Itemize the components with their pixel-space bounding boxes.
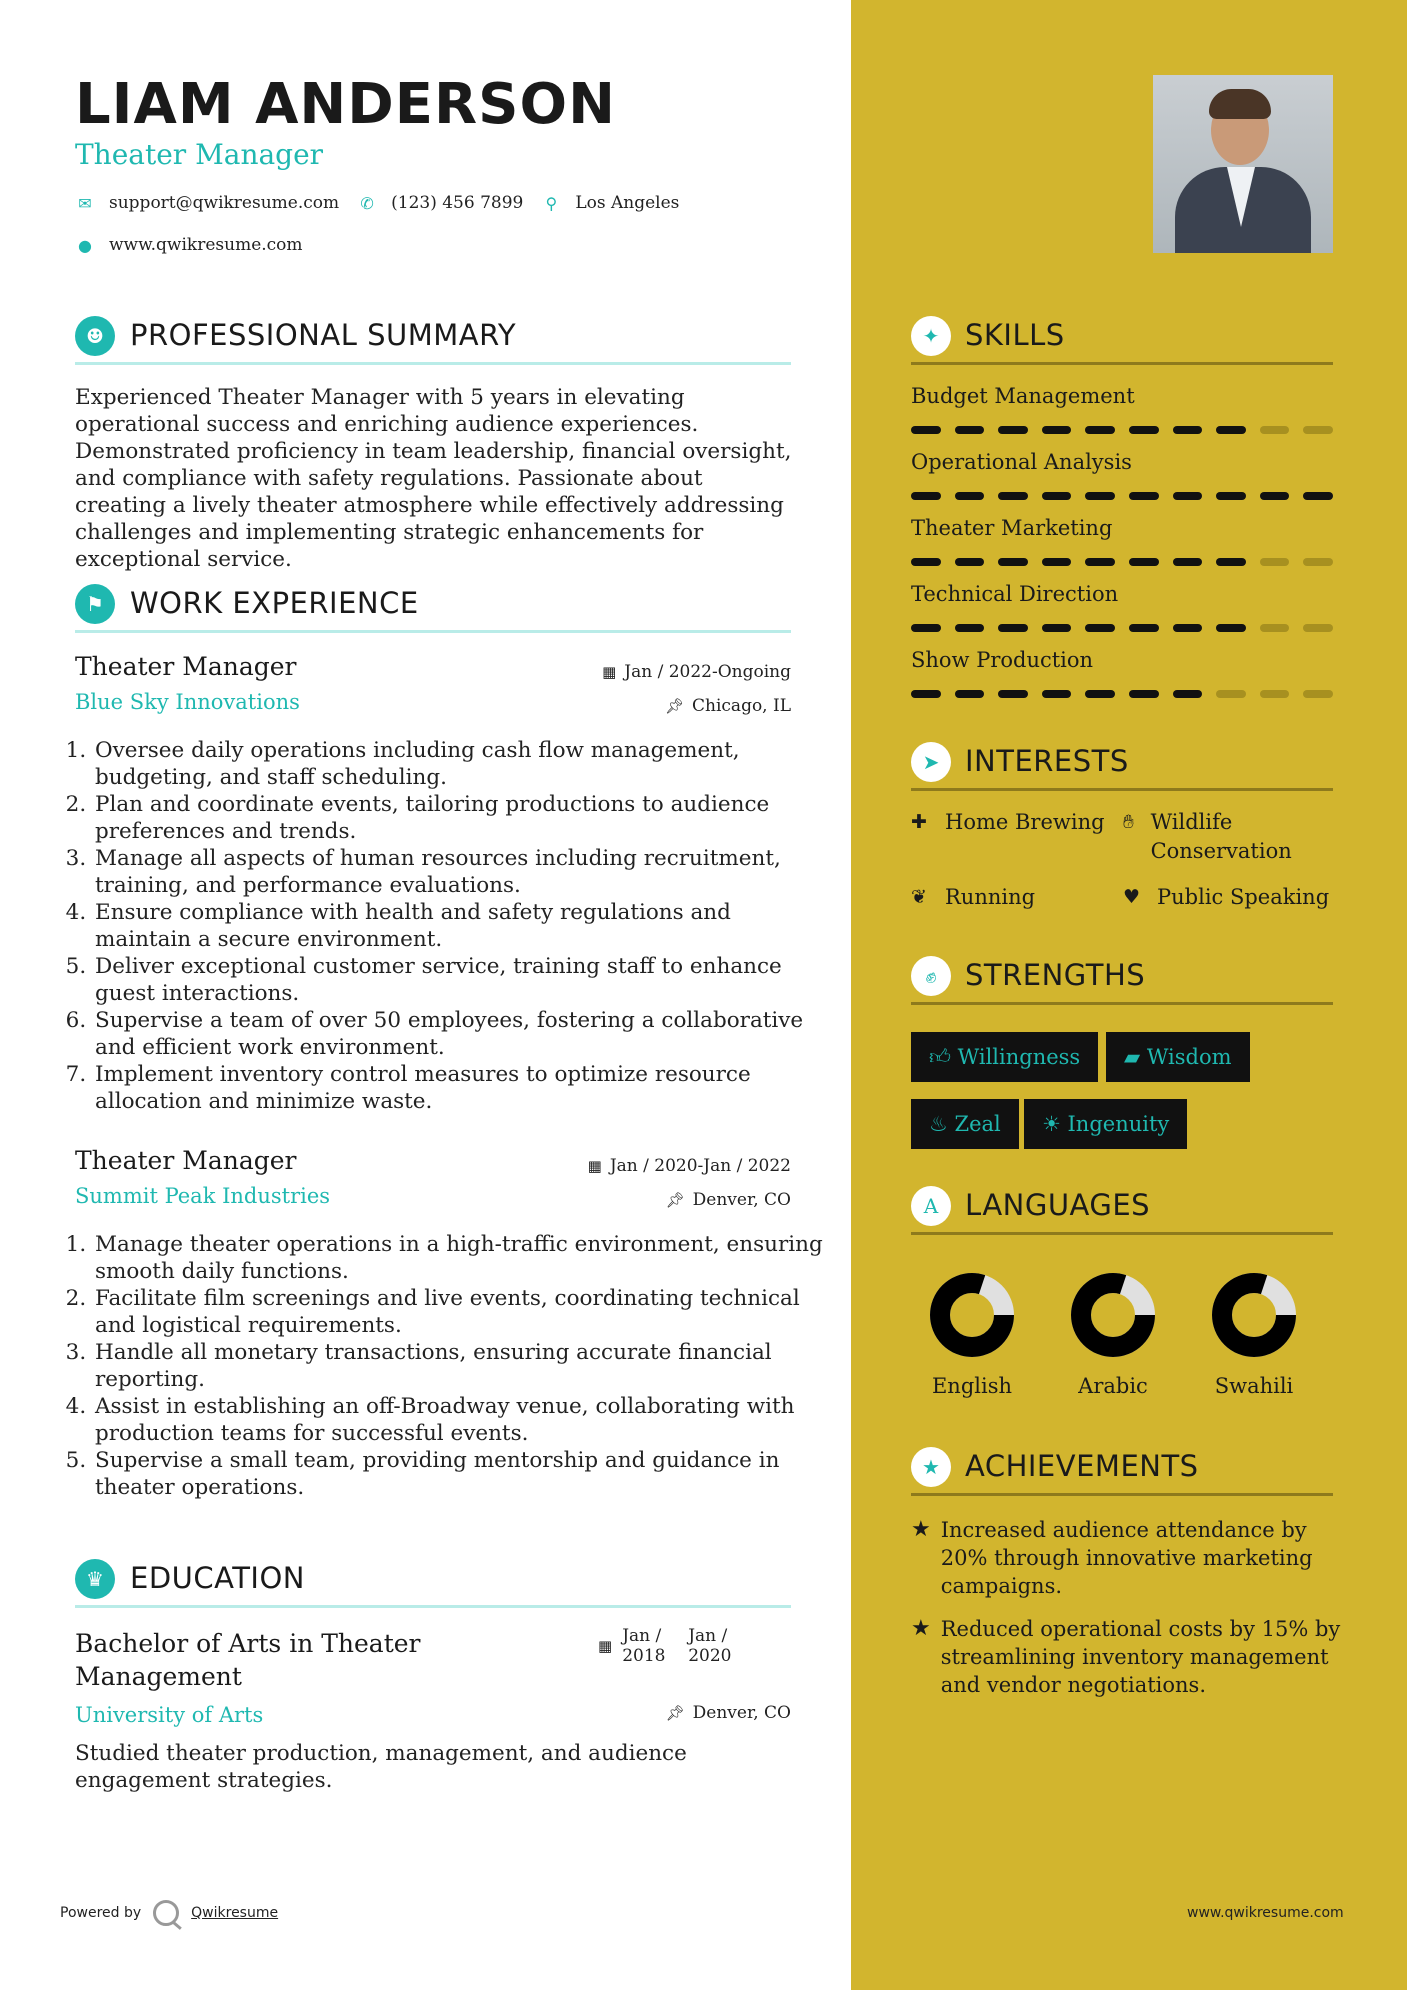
language-donut	[1209, 1270, 1299, 1360]
skill-dash	[1042, 624, 1072, 632]
job-company: Summit Peak Industries	[75, 1184, 331, 1208]
star-icon: ★	[911, 1447, 951, 1487]
phone-text: (123) 456 7899	[391, 193, 524, 213]
skill-dash	[1085, 426, 1115, 434]
language-item	[902, 1270, 1042, 1398]
map-pin-icon: ⚲	[545, 193, 558, 213]
powered-by-text: Powered by	[60, 1905, 142, 1921]
skill-dash	[911, 426, 941, 434]
skill-dash	[1260, 690, 1290, 698]
job-dates	[588, 1156, 791, 1176]
list-item: 7. Implement inventory control measures to optimize resource allocation and minimize waste.	[93, 1061, 833, 1115]
skill-dash	[998, 426, 1028, 434]
job-title: Theater Manager	[75, 1146, 297, 1175]
job-duties-list	[67, 1231, 833, 1501]
puzzle-icon: ✚	[911, 811, 927, 833]
skill-dash	[955, 558, 985, 566]
skill-dash	[1303, 492, 1333, 500]
interest-item	[1123, 808, 1313, 866]
strength-label: Wisdom	[1146, 1045, 1232, 1069]
strength-label: Willingness	[957, 1045, 1081, 1069]
skill-dash	[1085, 558, 1115, 566]
skill-name: Show Production	[911, 648, 1094, 672]
strengths-heading	[911, 950, 1333, 1005]
language-label: Arabic	[1078, 1374, 1148, 1398]
strength-badge	[1024, 1099, 1187, 1149]
language-donut	[1068, 1270, 1158, 1360]
skill-dash	[955, 492, 985, 500]
skill-meter	[911, 426, 1333, 434]
language-label: Swahili	[1214, 1374, 1294, 1398]
envelope-icon: ✉	[78, 193, 92, 213]
education-start-month: Jan /	[622, 1626, 662, 1646]
achievements-heading	[911, 1441, 1333, 1496]
thumbs-up-icon: 👍︎	[929, 1045, 951, 1069]
degree-title: Bachelor of Arts in Theater Management	[75, 1629, 421, 1691]
calendar-icon: ▦	[598, 1637, 613, 1655]
skill-dash	[1085, 690, 1115, 698]
skill-meter	[911, 558, 1333, 566]
book-icon: ▰	[1124, 1045, 1141, 1069]
interest-item	[911, 883, 1035, 912]
paw-icon: ❦	[911, 886, 927, 908]
list-item: 2. Facilitate film screenings and live events, coordinating technical and logistical requirements.	[93, 1285, 833, 1339]
job-dates-text: Jan / 2020-Jan / 2022	[609, 1156, 791, 1176]
skill-dash	[1303, 624, 1333, 632]
email-text[interactable]: support@qwikresume.com	[109, 193, 340, 213]
skill-dash	[1173, 624, 1203, 632]
education-heading-text: EDUCATION	[130, 1561, 306, 1595]
candidate-title: Theater Manager	[75, 138, 324, 171]
list-item: 3. Manage all aspects of human resources including recruitment, training, and performance evaluations.	[93, 845, 833, 899]
strengths-heading-text: STRENGTHS	[965, 958, 1146, 992]
skill-dash	[1303, 690, 1333, 698]
website-row	[75, 235, 303, 255]
list-item: 5. Deliver exceptional customer service, training staff to enhance guest interactions.	[93, 953, 833, 1007]
profile-photo	[1153, 75, 1333, 253]
list-item: 3. Handle all monetary transactions, ensuring accurate financial reporting.	[93, 1339, 833, 1393]
website-text[interactable]: www.qwikresume.com	[109, 235, 303, 255]
education-description: Studied theater production, management, and audience engagement strategies.	[75, 1741, 687, 1793]
list-item: 6. Supervise a team of over 50 employees, fostering a collaborative and efficient work environment.	[93, 1007, 833, 1061]
strength-badge	[911, 1032, 1098, 1082]
skill-dash	[1173, 492, 1203, 500]
star-icon: ★	[911, 1616, 931, 1641]
qwikresume-logo-icon	[153, 1900, 179, 1926]
lightbulb-icon: ☀	[1042, 1112, 1061, 1136]
skill-dash	[1216, 426, 1246, 434]
experience-heading-text: WORK EXPERIENCE	[130, 586, 419, 620]
skill-dash	[1042, 690, 1072, 698]
language-item	[1043, 1270, 1183, 1398]
skill-dash	[1085, 624, 1115, 632]
list-item: 1. Oversee daily operations including cash flow management, budgeting, and staff scheduling.	[93, 737, 833, 791]
school-name: University of Arts	[75, 1703, 264, 1727]
skill-dash	[955, 426, 985, 434]
list-item: 2. Plan and coordinate events, tailoring productions to audience preferences and trends.	[93, 791, 833, 845]
interest-label: Home Brewing	[945, 810, 1105, 834]
education-heading	[75, 1553, 791, 1608]
skill-meter	[911, 492, 1333, 500]
job-duties-list	[67, 737, 833, 1115]
education-start-year: 2018	[622, 1646, 666, 1666]
skill-dash	[1216, 624, 1246, 632]
skill-dash	[911, 492, 941, 500]
list-item: 5. Supervise a small team, providing mentorship and guidance in theater operations.	[93, 1447, 833, 1501]
lightbulb-icon: ✦	[911, 316, 951, 356]
strength-label: Ingenuity	[1067, 1112, 1170, 1136]
graduate-icon: ♛	[75, 1559, 115, 1599]
interest-label: Public Speaking	[1157, 885, 1330, 909]
skill-dash	[1129, 426, 1159, 434]
skill-dash	[1129, 558, 1159, 566]
phone-icon: ✆	[360, 193, 374, 213]
list-item: 4. Assist in establishing an off-Broadway venue, collaborating with production teams for successful events.	[93, 1393, 833, 1447]
skill-dash	[1129, 624, 1159, 632]
skills-heading	[911, 310, 1333, 365]
interests-heading	[911, 736, 1333, 791]
skill-dash	[1303, 558, 1333, 566]
experience-heading	[75, 578, 791, 633]
globe-icon: ●	[78, 235, 92, 255]
skill-dash	[1216, 492, 1246, 500]
location-text: Los Angeles	[575, 193, 680, 213]
skill-dash	[1173, 690, 1203, 698]
skill-dash	[955, 624, 985, 632]
achievement-text: Increased audience attendance by 20% through innovative marketing campaigns.	[940, 1518, 1313, 1598]
summary-heading	[75, 310, 791, 365]
skill-dash	[1260, 558, 1290, 566]
summary-heading-text: PROFESSIONAL SUMMARY	[130, 318, 517, 352]
strength-badge	[1106, 1032, 1250, 1082]
strength-badge	[911, 1099, 1019, 1149]
skill-dash	[1042, 492, 1072, 500]
interest-item	[911, 808, 1105, 837]
skill-dash	[955, 690, 985, 698]
skill-dash	[1260, 624, 1290, 632]
skill-name: Budget Management	[911, 384, 1135, 408]
skill-dash	[1216, 558, 1246, 566]
skill-name: Theater Marketing	[911, 516, 1113, 540]
job-location-text: Denver, CO	[692, 1190, 791, 1210]
skill-meter	[911, 690, 1333, 698]
achievement-text: Reduced operational costs by 15% by streamlining inventory management and vendor negotiations.	[940, 1617, 1341, 1697]
office-chair-icon: ⚑	[75, 584, 115, 624]
job-dates-text: Jan / 2022-Ongoing	[624, 662, 791, 682]
skill-dash	[998, 624, 1028, 632]
skill-dash	[911, 558, 941, 566]
language-donut	[927, 1270, 1017, 1360]
calendar-icon: ▦	[602, 663, 617, 681]
job-dates	[602, 662, 791, 682]
fire-icon: ♨	[929, 1112, 948, 1136]
calendar-icon: ▦	[587, 1157, 602, 1175]
education-end-month: Jan /	[688, 1626, 728, 1646]
skill-dash	[1129, 492, 1159, 500]
language-item	[1184, 1270, 1324, 1398]
skill-dash	[1303, 426, 1333, 434]
hand-icon: ✋︎	[1123, 811, 1134, 833]
skill-dash	[1129, 690, 1159, 698]
skill-dash	[1260, 492, 1290, 500]
skill-dash	[911, 624, 941, 632]
achievements-heading-text: ACHIEVEMENTS	[965, 1449, 1199, 1483]
skill-dash	[1042, 426, 1072, 434]
job-location	[665, 696, 791, 716]
skill-dash	[998, 558, 1028, 566]
brand-link[interactable]: Qwikresume	[191, 1905, 279, 1921]
languages-heading-text: LANGUAGES	[965, 1188, 1151, 1222]
job-location-text: Chicago, IL	[692, 696, 791, 716]
achievement-item	[911, 1516, 1341, 1600]
education-end	[688, 1626, 744, 1666]
skill-dash	[998, 690, 1028, 698]
job-location	[666, 1190, 791, 1210]
footer-website[interactable]: www.qwikresume.com	[1187, 1905, 1344, 1921]
list-item: 1. Manage theater operations in a high-traffic environment, ensuring smooth daily functions.	[93, 1231, 833, 1285]
skill-meter	[911, 624, 1333, 632]
user-icon: ☻	[75, 316, 115, 356]
candidate-name: LIAM ANDERSON	[75, 72, 616, 137]
skill-dash	[1216, 690, 1246, 698]
pushpin-icon: 📌︎	[665, 1704, 685, 1722]
interest-label: Running	[945, 885, 1036, 909]
skill-dash	[911, 690, 941, 698]
paper-plane-icon: ➤	[911, 742, 951, 782]
education-end-year: 2020	[688, 1646, 732, 1666]
education-location-text: Denver, CO	[692, 1703, 791, 1723]
skills-heading-text: SKILLS	[965, 318, 1065, 352]
star-icon: ★	[911, 1517, 931, 1542]
interest-label: Wildlife Conservation	[1150, 810, 1292, 863]
powered-by	[60, 1900, 278, 1926]
skill-dash	[1042, 558, 1072, 566]
languages-heading	[911, 1180, 1333, 1235]
list-item: 4. Ensure compliance with health and safety regulations and maintain a secure environment.	[93, 899, 833, 953]
contact-row	[75, 193, 679, 213]
skill-name: Operational Analysis	[911, 450, 1132, 474]
skill-dash	[1173, 558, 1203, 566]
language-label: English	[931, 1374, 1013, 1398]
job-title: Theater Manager	[75, 652, 297, 681]
translate-icon: A	[911, 1186, 951, 1226]
strength-label: Zeal	[954, 1112, 1001, 1136]
job-company: Blue Sky Innovations	[75, 690, 300, 714]
photo-hair	[1209, 89, 1271, 119]
skill-dash	[1260, 426, 1290, 434]
education-location	[666, 1703, 791, 1723]
heartbeat-icon: ♥	[1123, 886, 1141, 908]
interest-item	[1123, 883, 1329, 912]
education-dates	[598, 1626, 744, 1666]
pushpin-icon: 📌︎	[665, 1191, 685, 1209]
summary-text: Experienced Theater Manager with 5 years in elevating operational success and enriching audience experiences. Demonstrated proficiency in team leadership, financial oversight, and compliance with safety regulations. Passionate about creating a lively theater atmosphere while effectively addressing challenges and implementing strategic enhancements for exceptional service.	[75, 385, 792, 572]
pushpin-icon: 📌︎	[664, 697, 685, 715]
achievement-item	[911, 1615, 1341, 1699]
skill-dash	[998, 492, 1028, 500]
education-start	[622, 1626, 678, 1666]
fist-icon: ✊︎	[911, 956, 951, 996]
skill-dash	[1085, 492, 1115, 500]
skill-name: Technical Direction	[911, 582, 1119, 606]
interests-heading-text: INTERESTS	[965, 744, 1129, 778]
skill-dash	[1173, 426, 1203, 434]
